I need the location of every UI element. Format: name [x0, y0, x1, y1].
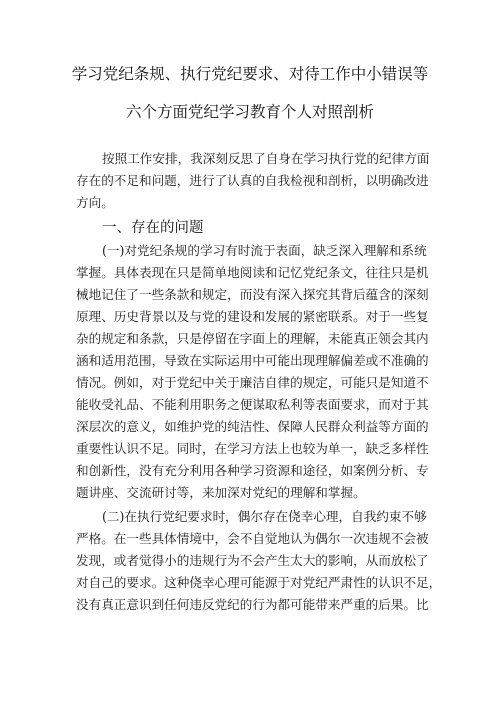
item-1-line: 能收受礼品、不能利用职务之便谋取私利等表面要求，而对于其 — [76, 397, 429, 412]
item-2-line: (二)在执行党纪要求时，偶尔存在侥幸心理，自我约束不够 — [102, 509, 427, 524]
item-2-line: 严格。在一些具体情境中，会不自觉地认为偶尔一次违规不会被 — [76, 531, 429, 546]
item-1-line: 和创新性，没有充分利用各种学习资源和途径，如案例分析、专 — [76, 463, 429, 478]
item-1-line: 题讲座、交流研讨等，来加深对党纪的理解和掌握。 — [76, 485, 366, 500]
item-1-line: 械地记住了一些条款和规定，而没有深入探究其背后蕴含的深刻 — [76, 287, 429, 302]
section-heading: 一、存在的问题 — [102, 220, 204, 236]
intro-line: 存在的不足和问题，进行了认真的自我检视和剖析，以明确改进 — [76, 173, 429, 188]
item-2-line: 对自己的要求。这种侥幸心理可能源于对党纪严肃性的认识不足， — [76, 575, 442, 590]
document-title-line-1: 学习党纪条规、执行党纪要求、对待工作中小错误等 — [71, 65, 429, 83]
intro-line: 按照工作安排，我深刻反思了自身在学习执行党的纪律方面 — [102, 151, 430, 166]
item-1-line: 情况。例如，对于党纪中关于廉洁自律的规定，可能只是知道不 — [76, 375, 429, 390]
item-1-line: 杂的规定和条款，只是停留在字面上的理解，未能真正领会其内 — [76, 331, 429, 346]
document-title-line-2: 六个方面党纪学习教育个人对照剖析 — [125, 103, 374, 121]
item-1-line: 重要性认识不足。同时，在学习方法上也较为单一，缺乏多样性 — [76, 441, 429, 456]
intro-line: 方向。 — [76, 195, 114, 210]
item-2-line: 发现，或者觉得小的违规行为不会产生太大的影响，从而放松了 — [76, 553, 429, 568]
item-1-line: 深层次的意义，如维护党的纯洁性、保障人民群众利益等方面的 — [76, 419, 429, 434]
item-1-line: 原理、历史背景以及与党的建设和发展的紧密联系。对于一些复 — [76, 309, 429, 324]
item-1-line: 掌握。具体表现在只是简单地阅读和记忆党纪条文，往往只是机 — [76, 265, 429, 280]
item-1-line: 涵和适用范围，导致在实际运用中可能出现理解偏差或不准确的 — [76, 353, 429, 368]
item-2-line: 没有真正意识到任何违反党纪的行为都可能带来严重的后果。比 — [76, 597, 429, 612]
item-1-line: (一)对党纪条规的学习有时流于表面，缺乏深入理解和系统 — [102, 243, 427, 258]
